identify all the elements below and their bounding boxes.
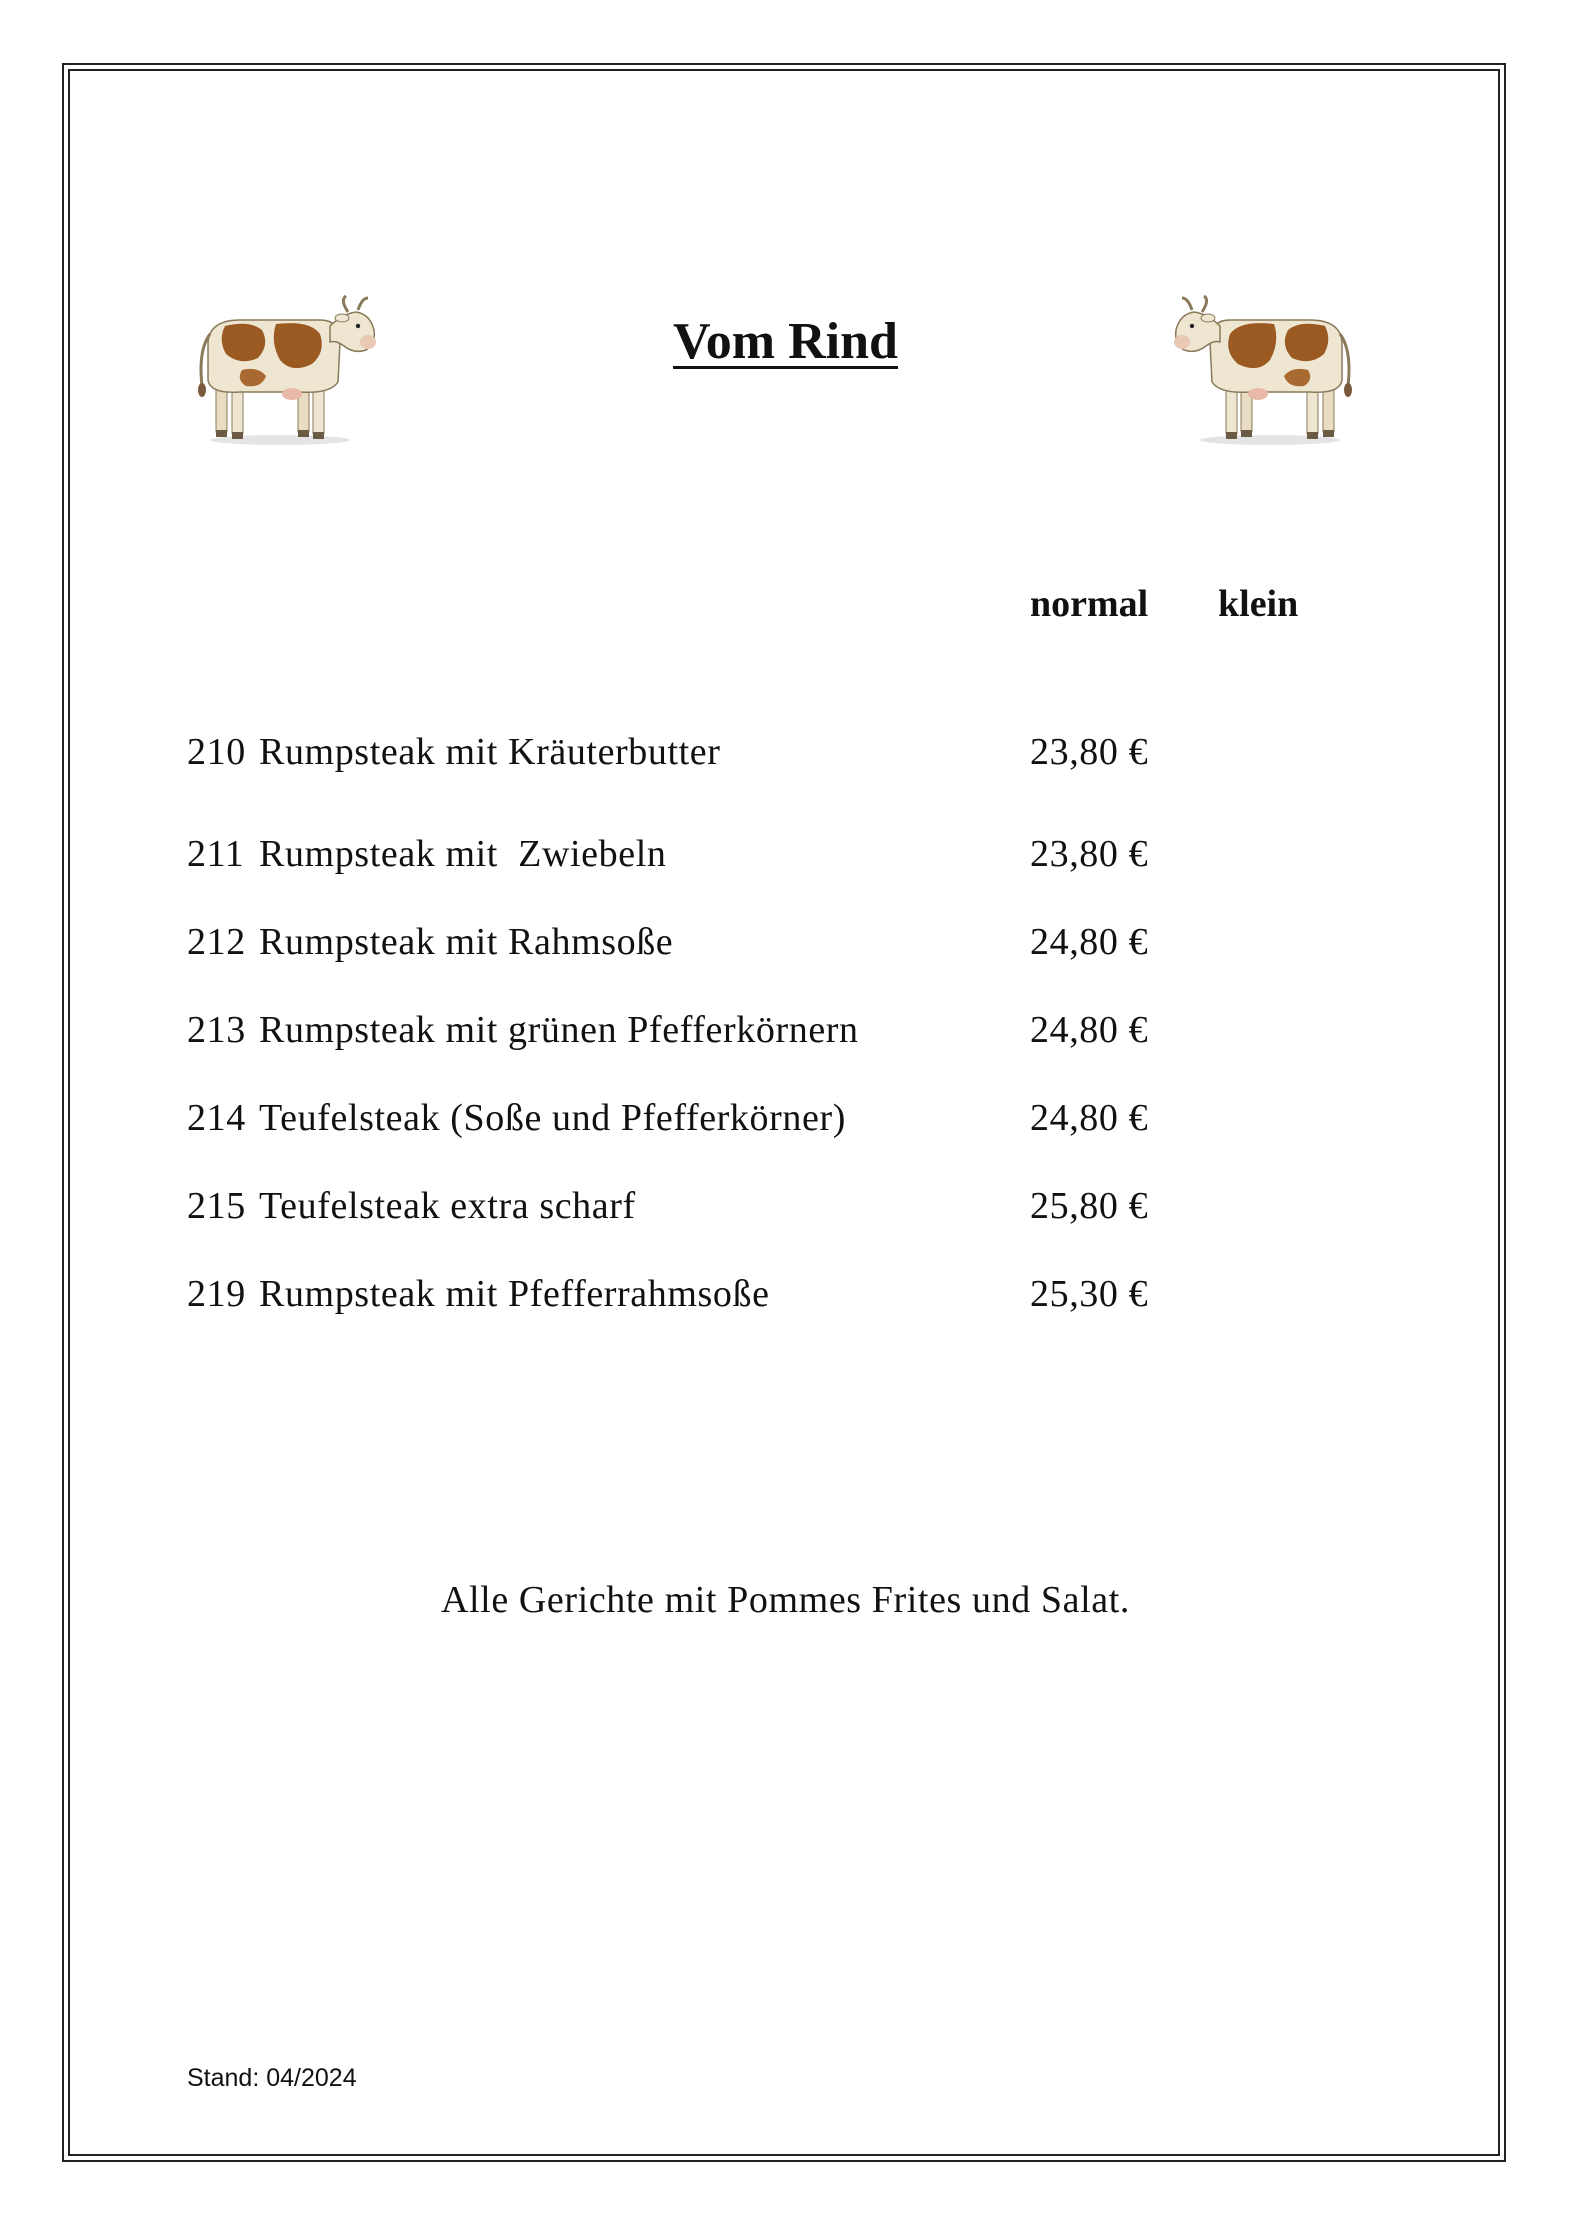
menu-item-price: 25,30 €	[1030, 1273, 1149, 1315]
menu-item	[187, 1272, 1387, 1322]
menu-item-name: Teufelsteak extra scharf	[259, 1185, 636, 1227]
menu-item-name: Rumpsteak mit Kräuterbutter	[259, 731, 721, 773]
column-header-klein: klein	[1218, 583, 1299, 625]
menu-item-name: Rumpsteak mit Rahmsoße	[259, 921, 674, 963]
menu-item-name: Rumpsteak mit grünen Pfefferkörnern	[259, 1009, 859, 1051]
menu-item-number: 210	[187, 731, 246, 773]
menu-item-name: Rumpsteak mit Pfefferrahmsoße	[259, 1273, 770, 1315]
footer-note: Alle Gerichte mit Pommes Frites und Salat.	[440, 1579, 1131, 1621]
menu-item	[187, 1096, 1387, 1146]
column-header-normal: normal	[1030, 583, 1149, 625]
menu-item-price: 24,80 €	[1030, 1009, 1149, 1051]
menu-item-number: 214	[187, 1097, 246, 1139]
menu-item-price: 23,80 €	[1030, 731, 1149, 773]
menu-item-number: 219	[187, 1273, 246, 1315]
menu-item	[187, 1184, 1387, 1234]
menu-item-number: 215	[187, 1185, 246, 1227]
menu-item-number: 212	[187, 921, 246, 963]
stand-date: Stand: 04/2024	[187, 2064, 357, 2092]
menu-item-name: Teufelsteak (Soße und Pfefferkörner)	[259, 1097, 846, 1139]
menu-item	[187, 1008, 1387, 1058]
page-title: Vom Rind	[673, 313, 898, 370]
menu-item-price: 24,80 €	[1030, 1097, 1149, 1139]
menu-item	[187, 730, 1387, 780]
menu-item	[187, 832, 1387, 882]
menu-item	[187, 920, 1387, 970]
menu-item-price: 25,80 €	[1030, 1185, 1149, 1227]
menu-item-price: 24,80 €	[1030, 921, 1149, 963]
menu-item-name: Rumpsteak mit Zwiebeln	[259, 833, 667, 875]
menu-item-number: 213	[187, 1009, 246, 1051]
menu-item-price: 23,80 €	[1030, 833, 1149, 875]
menu-item-number: 211	[187, 833, 245, 875]
